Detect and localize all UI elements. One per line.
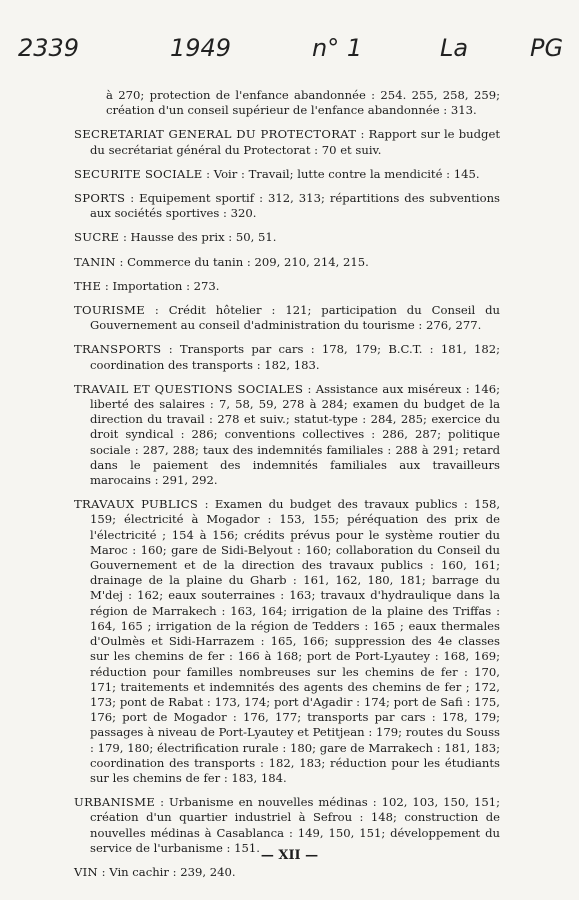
index-entry-the	[74, 279, 500, 294]
index-entry-sports	[74, 191, 500, 221]
index-entry-travail	[74, 382, 500, 488]
entry-text: : Importation : 273.	[101, 278, 220, 293]
handwritten-year: 1949	[170, 34, 232, 62]
entry-text: à 270; protection de l'enfance abandonnée : 254. 255, 258, 259; création d'un conseil supérieur de l'enfance abandonnée : 313.	[106, 88, 500, 118]
entry-keyword: TRAVAIL ET QUESTIONS SOCIALES	[74, 381, 304, 396]
handwritten-issue: n° 1	[312, 34, 363, 62]
handwritten-la: La	[440, 34, 469, 62]
entry-text: : Rapport sur le budget du secrétariat général du Protectorat : 70 et suiv.	[90, 127, 501, 157]
entry-keyword: TRAVAUX PUBLICS	[74, 497, 199, 512]
index-entry-tourisme	[74, 303, 500, 333]
entry-keyword: SPORTS	[74, 191, 126, 206]
entry-keyword: URBANISME	[74, 795, 156, 810]
entry-text: : Urbanisme en nouvelles médinas : 102, 103, 150, 151; création d'un quartier industriel à Sefrou : 148; construction de nouvelles médinas à Casablanca : 149, 150, 151; développement du service de l'urbanisme : 151.	[90, 795, 500, 855]
entry-keyword: VIN	[74, 864, 98, 879]
entry-text: : Voir : Travail; lutte contre la mendicité : 145.	[202, 166, 480, 181]
entry-text: : Commerce du tanin : 209, 210, 214, 215.	[115, 254, 369, 269]
index-entry-secretariat	[74, 127, 500, 157]
index-entry-transports	[74, 342, 500, 372]
entry-text: : Examen du budget des travaux publics : 158, 159; électricité à Mogador : 153, 155; péréquation des prix de l'électricité ; 154 à 156; crédits prévus pour le système routier du Maroc : 160; gare de Sidi-Belyout : 160; collaboration du Conseil du Gouvernement et de la direction des travaux publics : 160, 161; drainage de la plaine du Gharb : 161, 162, 180, 181; barrage du M'dej : 162; eaux souterraines : 163; travaux d'hydraulique dans la région de Marrakech : 163, 164; irrigation de la plaine des Triffas : 164, 165 ; irrigation de la région de Tedders : 165 ; eaux thermales d'Oulmès et Sidi-Harrazem : 165, 166; suppression des 4e classes sur les chemins de fer : 166 à 168; port de Port-Lyautey : 168, 169; réduction pour familles nombreuses sur les chemins de fer : 170, 171; traitements et indemnités des agents des chemins de fer ; 172, 173; pont de Rabat : 173, 174; port d'Agadir : 174; port de Safi : 175, 176; port de Mogador : 176, 177; transports par cars : 178, 179; passages à niveau de Port-Lyautey et Petitjean : 179; routes du Souss : 179, 180; électrification rurale : 180; gare de Marrakech : 181, 183; coordination des transports : 182, 183; réduction pour les étudiants sur les chemins de fer : 183, 184.	[90, 497, 501, 785]
entry-text: : Assistance aux miséreux : 146; liberté des salaires : 7, 58, 59, 278 à 284; examen du budget de la direction du travail : 278 et suiv.; statut-type : 284, 285; exercice du droit syndical : 286; conventions collectives : 286, 287; politique sociale : 287, 288; taux des indemnités familiales : 288 à 291; retard dans le paiement des indemnités familiales aux travailleurs marocains : 291, 292.	[90, 381, 500, 488]
entry-keyword: THE	[74, 278, 102, 293]
entry-keyword: SUCRE	[74, 230, 120, 245]
entry-keyword: TANIN	[74, 254, 116, 269]
handwritten-pg: PG	[530, 34, 564, 62]
entry-text: : Crédit hôtelier : 121; participation du Conseil du Gouvernement au conseil d'administration du tourisme : 276, 277.	[90, 303, 500, 333]
entry-keyword: TOURISME	[74, 303, 145, 318]
page-number: — XII —	[260, 848, 319, 863]
entry-keyword: TRANSPORTS	[74, 342, 162, 357]
index-entry-continued	[74, 88, 500, 118]
entry-text: : Hausse des prix : 50, 51.	[119, 230, 277, 245]
handwritten-number: 2339	[18, 34, 80, 62]
index-entry-sucre	[74, 230, 500, 245]
index-entry-urbanisme	[74, 795, 500, 856]
entry-text: : Transports par cars : 178, 179; B.C.T. : 181, 182; coordination des transports : 182, 183.	[90, 342, 500, 372]
index-entry-tanin	[74, 255, 500, 270]
index-entry-vin	[74, 865, 500, 880]
entry-keyword: SECURITE SOCIALE	[74, 166, 203, 181]
index-entry-securite-sociale	[74, 167, 500, 182]
index-list	[74, 88, 500, 889]
entry-keyword: SECRETARIAT GENERAL DU PROTECTORAT	[74, 127, 357, 142]
entry-text: : Vin cachir : 239, 240.	[98, 864, 236, 879]
entry-text: : Equipement sportif : 312, 313; répartitions des subventions aux sociétés sportives : 320.	[90, 191, 500, 221]
index-entry-travaux-publics	[74, 497, 500, 786]
